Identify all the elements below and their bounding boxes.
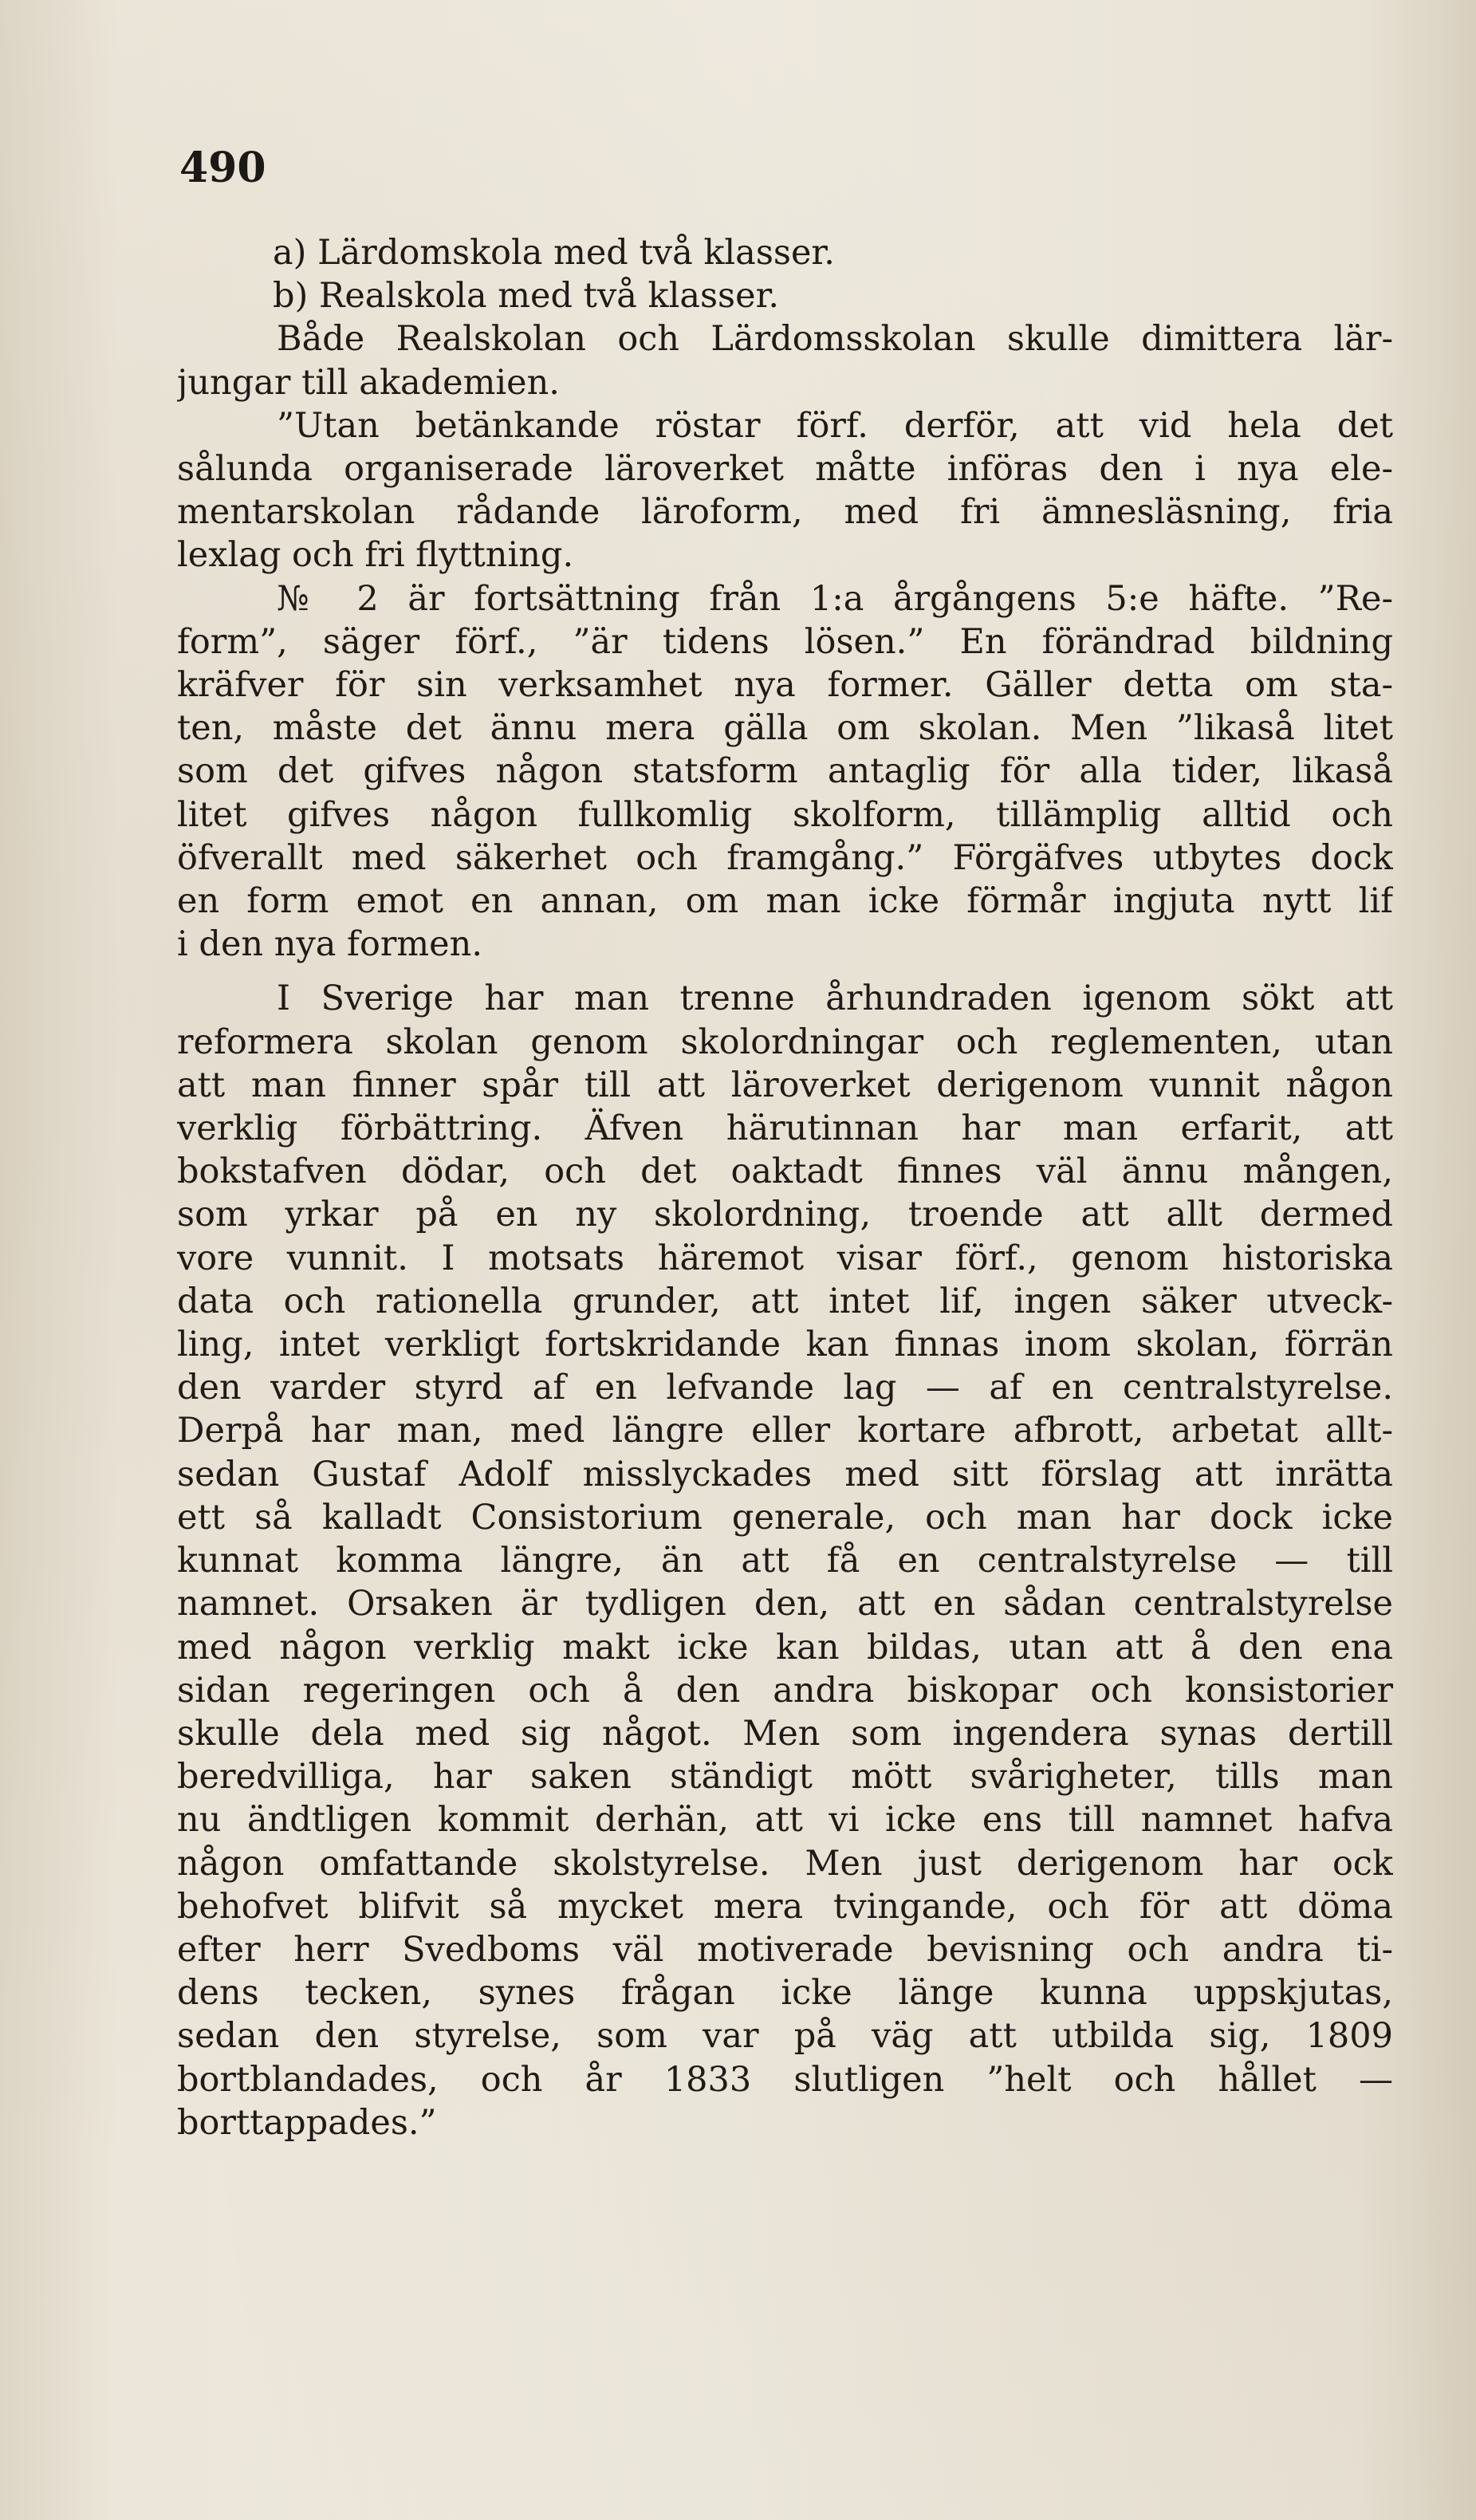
text-line: Både Realskolan och Lärdomsskolan skulle dimittera lär- [277, 319, 1393, 360]
text-line: borttappades.” [177, 2102, 437, 2143]
text-line: sålunda organiserade läroverket måtte införas den i nya ele- [177, 449, 1393, 490]
text-line: ling, intet verkligt fortskridande kan finnas inom skolan, förrän [177, 1325, 1393, 1365]
text-line: efter herr Svedboms väl motiverade bevisning och andra ti- [177, 1929, 1393, 1970]
text-line: bokstafven dödar, och det oaktadt finnes väl ännu mången, [177, 1152, 1393, 1192]
text-line: data och rationella grunder, att intet lif, ingen säker utveck- [177, 1281, 1393, 1321]
paragraph-gap [177, 966, 1393, 977]
text-line: som yrkar på en ny skolordning, troende att allt dermed [177, 1195, 1393, 1235]
text-line: att man finner spår till att läroverket derigenom vunnit någon [177, 1065, 1393, 1105]
text-line: verklig förbättring. Äfven härutinnan har man erfarit, att [177, 1108, 1393, 1149]
text-line: dens tecken, synes frågan icke länge kunna uppskjutas, [177, 1973, 1393, 2014]
text-line: vore vunnit. I motsats häremot visar förf., genom historiska [177, 1238, 1393, 1278]
page-number: 490 [179, 144, 266, 192]
text-line: nu ändtligen kommit derhän, att vi icke ens till namnet hafva [177, 1800, 1393, 1841]
list-item-b: b) Realskola med två klasser. [273, 276, 780, 317]
text-line: reformera skolan genom skolordningar och reglementen, utan [177, 1022, 1393, 1062]
text-line: öfverallt med säkerhet och framgång.” Förgäfves utbytes dock [177, 837, 1393, 878]
text-line: ten, måste det ännu mera gälla om skolan. Men ”likaså litet [177, 708, 1393, 749]
text-line: mentarskolan rådande läroform, med fri ämnesläsning, fria [177, 492, 1393, 533]
text-line: beredvilliga, har saken ständigt mött svårigheter, tills man [177, 1757, 1393, 1797]
text-line: behofvet blifvit så mycket mera tvingande, och för att döma [177, 1886, 1393, 1927]
text-line: skulle dela med sig något. Men som ingendera synas dertill [177, 1713, 1393, 1754]
text-line: namnet. Orsaken är tydligen den, att en sådan centralstyrelse [177, 1584, 1393, 1624]
text-line: som det gifves någon statsform antaglig för alla tider, likaså [177, 751, 1393, 792]
text-line: någon omfattande skolstyrelse. Men just derigenom har ock [177, 1843, 1393, 1884]
text-line: bortblandades, och år 1833 slutligen ”helt och hållet — [177, 2059, 1393, 2100]
text-line: en form emot en annan, om man icke förmår ingjuta nytt lif [177, 881, 1393, 922]
text-line: litet gifves någon fullkomlig skolform, tillämplig alltid och [177, 794, 1393, 835]
text-line: sedan Gustaf Adolf misslyckades med sitt förslag att inrätta [177, 1454, 1393, 1494]
text-line: Derpå har man, med längre eller kortare afbrott, arbetat allt- [177, 1411, 1393, 1451]
text-line: I Sverige har man trenne århundraden igenom sökt att [277, 978, 1393, 1019]
text-line: № 2 är fortsättning från 1:a årgångens 5:e häfte. ”Re- [277, 578, 1393, 619]
text-line: jungar till akademien. [177, 362, 560, 403]
text-line: med någon verklig makt icke kan bildas, utan att å den ena [177, 1627, 1393, 1668]
text-line: kunnat komma längre, än att få en centralstyrelse — till [177, 1541, 1393, 1581]
text-line: sedan den styrelse, som var på väg att utbilda sig, 1809 [177, 2016, 1393, 2057]
text-line: ”Utan betänkande röstar förf. derför, att vid hela det [277, 405, 1393, 446]
list-item-a: a) Lärdomskola med två klasser. [273, 233, 835, 273]
body-text [177, 231, 1393, 2144]
text-line: sidan regeringen och å den andra biskopar och konsistorier [177, 1670, 1393, 1711]
text-line: lexlag och fri flyttning. [177, 535, 574, 576]
text-line: den varder styrd af en lefvande lag — af en centralstyrelse. [177, 1368, 1393, 1408]
text-line: ett så kalladt Consistorium generale, och man har dock icke [177, 1497, 1393, 1538]
text-line: form”, säger förf., ”är tidens lösen.” En förändrad bildning [177, 621, 1393, 662]
text-line: i den nya formen. [177, 924, 482, 965]
text-line: kräfver för sin verksamhet nya former. Gäller detta om sta- [177, 665, 1393, 706]
